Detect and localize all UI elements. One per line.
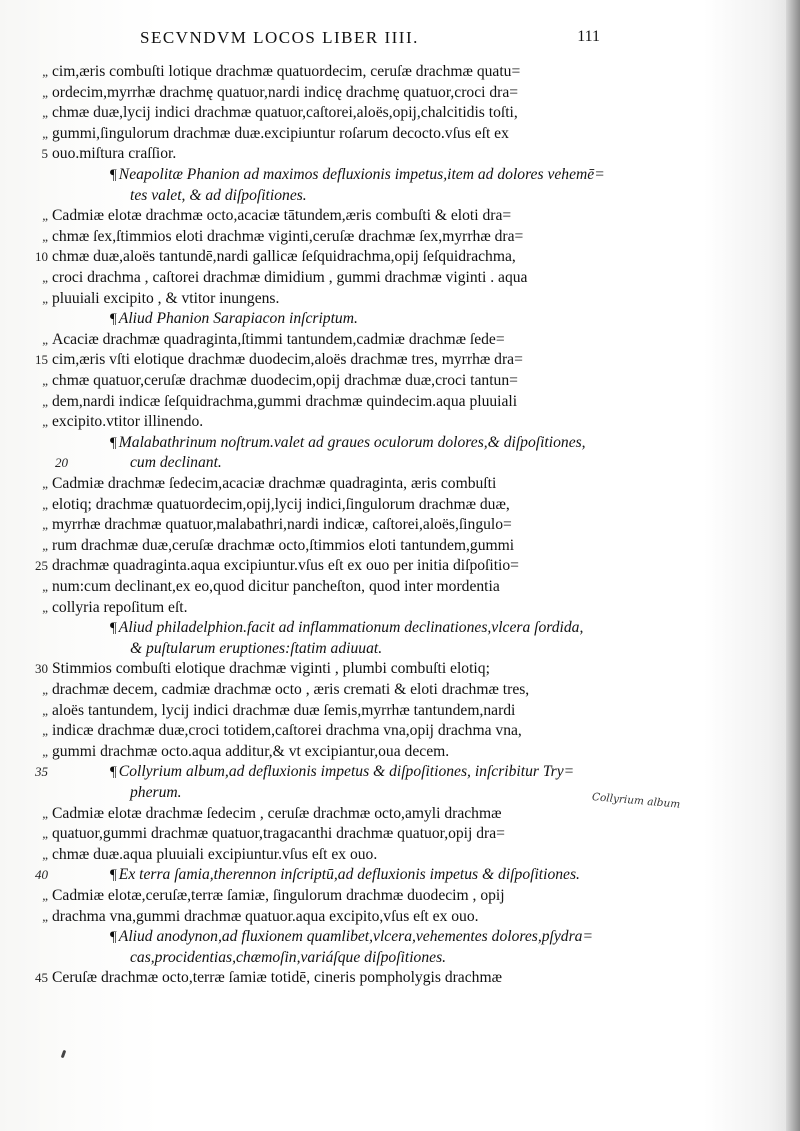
line-marker: „ <box>42 517 48 533</box>
text-line <box>42 227 592 247</box>
text-line <box>42 206 592 226</box>
text-line <box>42 268 592 288</box>
recipe-heading <box>35 762 650 782</box>
line-marker: „ <box>42 908 48 924</box>
text-line <box>42 474 592 494</box>
line-marker: „ <box>42 682 48 697</box>
text-line <box>35 659 592 679</box>
line-text: elotiq; drachmæ quatuordecim,opij,lycij indici,ſingulorum drachmæ duæ, <box>52 495 510 513</box>
line-text: collyria repoſitum eſt. <box>52 598 188 616</box>
text-line <box>41 144 592 164</box>
text-line <box>42 845 592 865</box>
recipe-heading <box>110 618 650 638</box>
margin-annotation: Collyrium album <box>591 791 681 811</box>
line-marker: „ <box>42 331 48 347</box>
line-marker: „ <box>42 373 48 388</box>
line-marker: „ <box>42 228 48 244</box>
line-text: Acaciæ drachmæ quadraginta,ſtimmi tantundem,cadmiæ drachmæ ſede= <box>52 330 505 348</box>
line-text: cas,procidentias,chæmoſin,variáſque diſpoſitiones. <box>130 948 447 966</box>
line-marker: „ <box>42 393 48 409</box>
line-marker: „ <box>42 888 48 903</box>
line-text: Cadmiæ elotæ drachmæ ſedecim , ceruſæ drachmæ octo,amyli drachmæ <box>52 804 502 822</box>
pilcrow-icon: ¶ <box>110 311 117 328</box>
line-text: ouo.miſtura craſſior. <box>52 145 177 163</box>
pilcrow-icon: ¶ <box>110 929 117 946</box>
line-text: chmæ duæ,aloës tantundē,nardi gallicæ ſeſquidrachma,opij ſeſquidrachma, <box>52 248 516 266</box>
text-line <box>35 350 592 370</box>
text-line <box>42 495 592 515</box>
recipe-heading <box>130 783 670 803</box>
line-text: ordecim,myrrhæ drachmę quatuor,nardi indicę drachmę quatuor,croci dra= <box>52 83 519 101</box>
line-marker: „ <box>42 805 48 821</box>
line-marker: „ <box>42 496 48 512</box>
line-text: rum drachmæ duæ,ceruſæ drachmæ octo,ſtimmios eloti tantundem,gummi <box>52 536 515 554</box>
line-text: Aliud anodynon,ad fluxionem quamlibet,vlcera,vehementes dolores,pſydra= <box>118 928 593 946</box>
line-text: myrrhæ drachmæ quatuor,malabathri,nardi indicæ, caſtorei,aloës,ſingulo= <box>52 516 512 534</box>
line-marker: „ <box>42 826 48 842</box>
line-text: drachmæ decem, cadmiæ drachmæ octo , æris cremati & eloti drachmæ tres, <box>52 681 530 698</box>
line-text: chmæ ſex,ſtimmios eloti drachmæ viginti,ceruſæ drachmæ ſex,myrrhæ dra= <box>52 227 524 245</box>
running-title: SECVNDVM LOCOS LIBER IIII. <box>140 28 419 47</box>
line-text: Cadmiæ elotæ drachmæ octo,acaciæ tātundem,æris combuſti & eloti dra= <box>52 207 512 225</box>
line-marker: „ <box>42 579 48 594</box>
recipe-heading <box>130 639 670 659</box>
text-line <box>42 907 592 927</box>
line-text: Ex terra ſamia,therennon inſcriptū,ad defluxionis impetus & diſpoſitiones. <box>118 866 580 884</box>
line-marker: 5 <box>41 146 48 162</box>
line-text: gummi drachmæ octo.aqua additur,& vt excipiantur,oua decem. <box>52 742 450 760</box>
line-marker: „ <box>42 723 48 739</box>
line-marker: 35 <box>35 764 48 780</box>
text-line <box>42 598 592 618</box>
line-marker: 15 <box>35 352 48 368</box>
pilcrow-icon: ¶ <box>110 434 117 451</box>
line-text: chmæ duæ,lycij indici drachmæ quatuor,caſtorei,aloës,opij,chalcitidis toſti, <box>52 104 518 122</box>
line-marker: „ <box>42 846 48 862</box>
line-text: gummi,ſingulorum drachmæ duæ.excipiuntur roſarum decocto.vſus eſt ex <box>52 124 509 142</box>
line-text: drachma vna,gummi drachmæ quatuor.aqua excipito,vſus eſt ex ouo. <box>52 907 479 925</box>
line-text: dem,nardi indicæ ſeſquidrachma,gummi drachmæ quindecim.aqua pluuiali <box>52 392 518 410</box>
line-marker: „ <box>42 537 48 553</box>
line-marker: „ <box>42 105 48 121</box>
line-marker: 45 <box>35 970 48 986</box>
text-line <box>35 968 592 988</box>
line-text: Cadmiæ elotæ,ceruſæ,terræ ſamiæ, ſingulorum drachmæ duodecim , opij <box>52 887 505 904</box>
line-marker: „ <box>42 208 48 224</box>
text-line <box>42 701 592 721</box>
line-text: cim,æris vſti elotique drachmæ duodecim,aloës drachmæ tres, myrrhæ dra= <box>52 351 523 369</box>
text-line <box>42 62 592 82</box>
line-text: Collyrium album,ad defluxionis impetus & diſpoſitiones, inſcribitur Try= <box>118 763 575 781</box>
text-line <box>42 680 592 700</box>
text-line <box>42 289 592 309</box>
line-marker: „ <box>42 702 48 718</box>
line-text: num:cum declinant,ex eo,quod dicitur pancheſton, quod inter mordentia <box>52 578 500 595</box>
line-marker: „ <box>42 599 48 615</box>
recipe-heading <box>55 453 670 473</box>
line-text: Cadmiæ drachmæ ſedecim,acaciæ drachmæ quadraginta, æris combuſti <box>52 475 497 492</box>
line-marker: 25 <box>35 558 48 574</box>
recipe-heading <box>110 433 650 453</box>
text-line <box>42 824 592 844</box>
text-line <box>35 556 592 576</box>
text-line <box>42 371 592 391</box>
text-line <box>42 536 592 556</box>
line-text: Ceruſæ drachmæ octo,terræ ſamiæ totidē, cineris pompholygis drachmæ <box>52 969 502 987</box>
text-line <box>42 330 592 350</box>
line-marker: 30 <box>35 661 48 677</box>
line-text: Stimmios combuſti elotique drachmæ viginti , plumbi combuſti elotiq; <box>52 660 490 678</box>
recipe-heading <box>110 165 650 185</box>
line-text: cim,æris combuſti lotique drachmæ quatuordecim, ceruſæ drachmæ quatu= <box>52 63 521 80</box>
line-text: excipito.vtitor illinendo. <box>52 413 204 431</box>
line-text: chmæ quatuor,ceruſæ drachmæ duodecim,opij drachmæ duæ,croci tantun= <box>52 372 518 389</box>
ink-speck <box>61 1050 67 1059</box>
line-text: Aliud philadelphion.facit ad inflammationum declinationes,vlcera ſordida, <box>118 619 584 637</box>
line-marker: 20 <box>55 455 68 471</box>
line-text: croci drachma , caſtorei drachmæ dimidium , gummi drachmæ viginti . aqua <box>52 269 528 286</box>
line-marker: 10 <box>35 249 48 265</box>
recipe-heading <box>35 865 650 885</box>
pilcrow-icon: ¶ <box>110 620 117 637</box>
line-marker: „ <box>42 270 48 285</box>
line-text: aloës tantundem, lycij indici drachmæ duæ ſemis,myrrhæ tantundem,nardi <box>52 701 516 719</box>
line-text: Malabathrinum noſtrum.valet ad graues oculorum dolores,& diſpoſitiones, <box>118 433 586 451</box>
text-line <box>42 103 592 123</box>
line-marker: „ <box>42 84 48 100</box>
recipe-heading <box>110 927 650 947</box>
line-marker: „ <box>42 64 48 79</box>
line-marker: „ <box>42 414 48 430</box>
line-text: tes valet, & ad diſpoſitiones. <box>130 186 307 204</box>
text-line <box>42 577 592 597</box>
line-text: cum declinant. <box>130 454 222 472</box>
line-text: Neapolitæ Phanion ad maximos defluxionis impetus,item ad dolores vehemē= <box>118 166 605 183</box>
folio-number: 111 <box>577 28 600 45</box>
line-text: & puſtularum eruptiones:ſtatim adiuuat. <box>130 639 383 657</box>
line-text: chmæ duæ.aqua pluuiali excipiuntur.vſus eſt ex ouo. <box>52 845 378 863</box>
line-marker: 40 <box>35 867 48 883</box>
pilcrow-icon: ¶ <box>110 867 117 884</box>
pilcrow-icon: ¶ <box>110 167 117 183</box>
text-line <box>42 392 592 412</box>
recipe-heading <box>110 309 650 329</box>
text-line <box>42 83 592 103</box>
line-text: pluuiali excipito , & vtitor inungens. <box>52 289 280 307</box>
text-line <box>42 124 592 144</box>
line-marker: „ <box>42 290 48 306</box>
line-text: indicæ drachmæ duæ,croci totidem,caſtorei drachma vna,opij drachma vna, <box>52 722 522 740</box>
running-header <box>140 28 600 52</box>
page-gutter-shadow <box>786 0 800 1131</box>
text-line <box>42 721 592 741</box>
line-text: drachmæ quadraginta.aqua excipiuntur.vſus eſt ex ouo per initia diſpoſitio= <box>52 557 519 575</box>
text-line <box>42 886 592 906</box>
text-line <box>42 515 592 535</box>
text-line <box>42 804 592 824</box>
line-text: pherum. <box>130 784 182 801</box>
text-line <box>42 412 592 432</box>
line-text: Aliud Phanion Sarapiacon inſcriptum. <box>118 310 358 328</box>
recipe-heading <box>130 186 670 206</box>
text-line <box>42 742 592 762</box>
line-marker: „ <box>42 476 48 491</box>
recipe-heading <box>130 948 670 968</box>
line-marker: „ <box>42 743 48 759</box>
pilcrow-icon: ¶ <box>110 764 117 781</box>
line-text: quatuor,gummi drachmæ quatuor,tragacanthi drachmæ quatuor,opij dra= <box>52 825 505 843</box>
line-marker: „ <box>42 125 48 141</box>
text-line <box>35 247 592 267</box>
